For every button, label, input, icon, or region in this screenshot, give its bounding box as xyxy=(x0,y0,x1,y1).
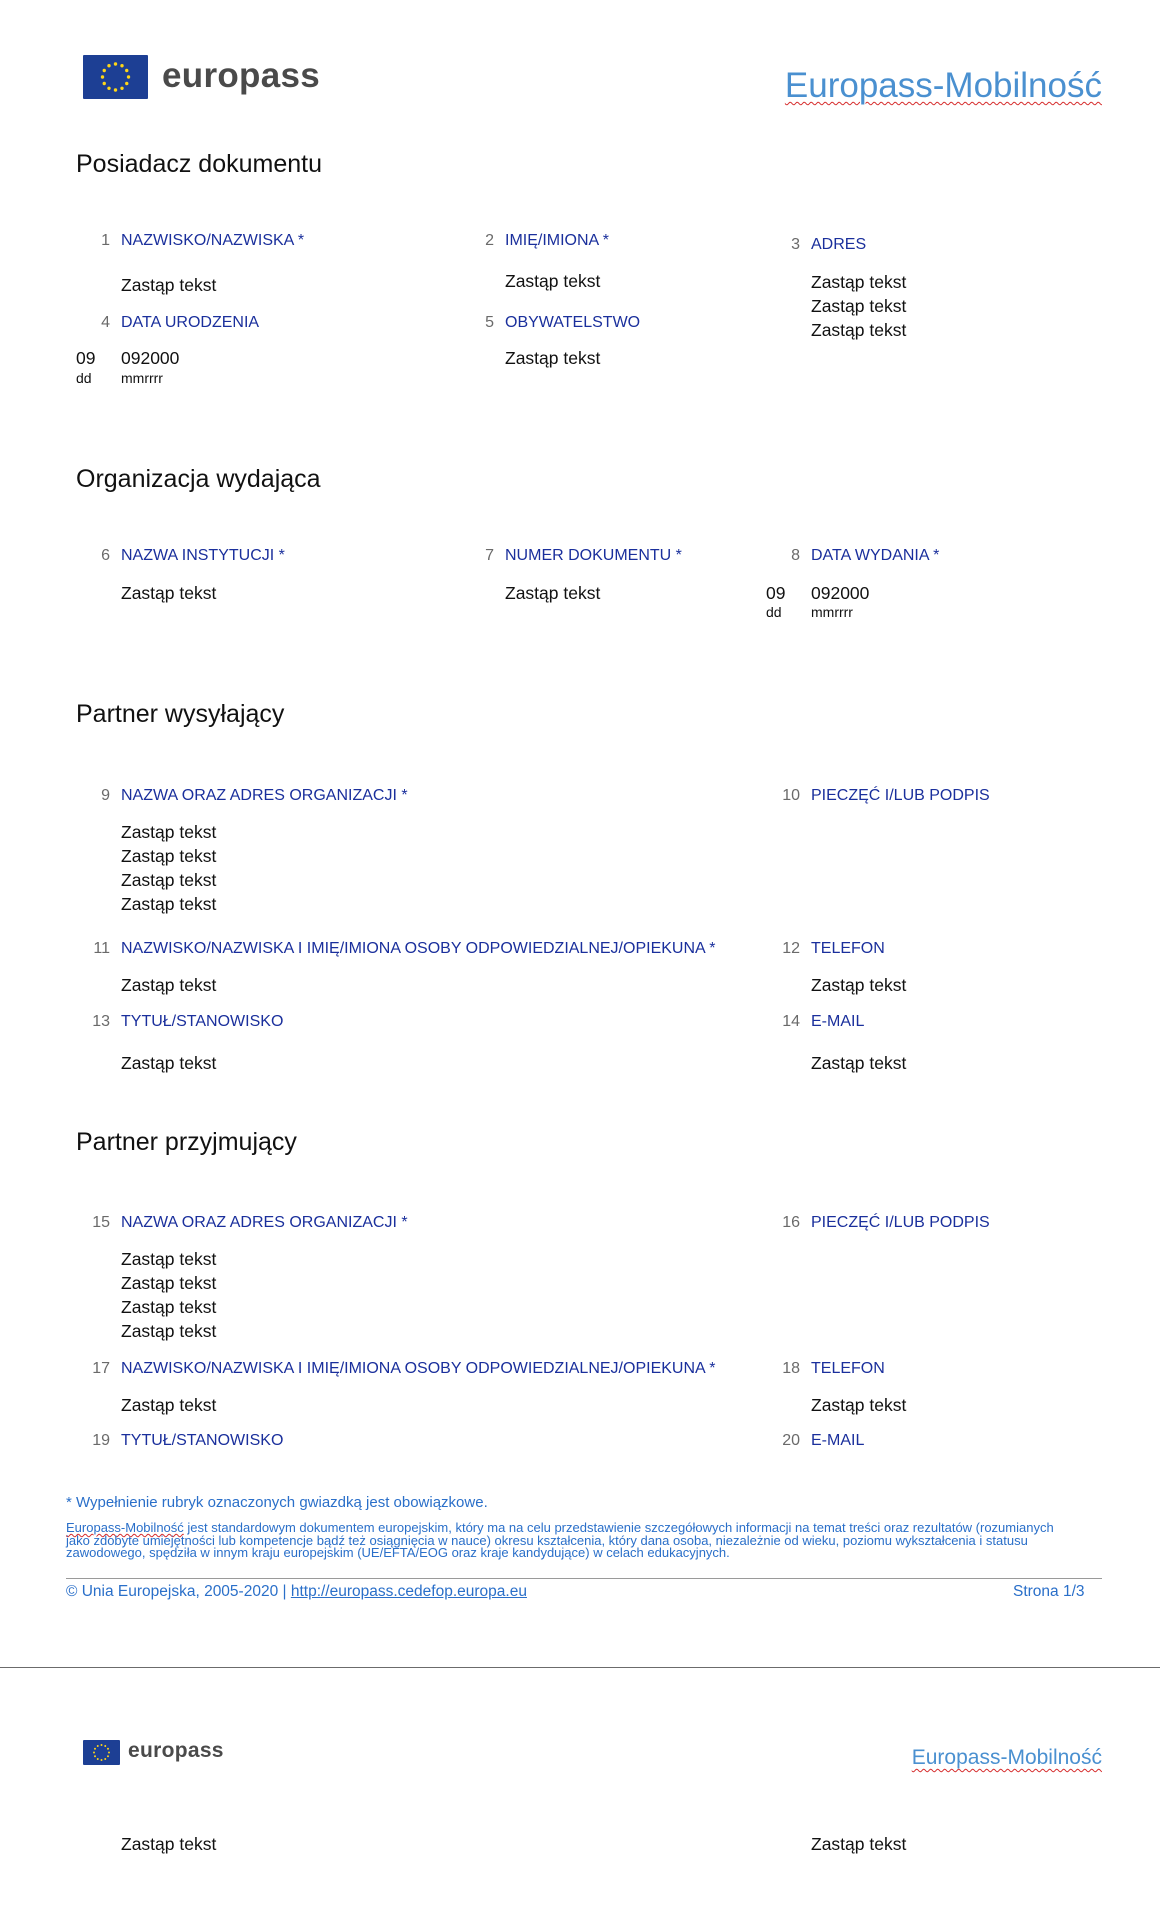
birth-date-day[interactable]: 09 xyxy=(76,348,96,368)
section-heading-issuer: Organizacja wydająca xyxy=(76,465,321,493)
field-label-stamp-signature: PIECZĘĆ I/LUB PODPIS xyxy=(811,787,990,804)
issue-date-day[interactable]: 09 xyxy=(766,583,786,603)
field-label-institution-name: NAZWA INSTYTUCJI * xyxy=(121,547,285,564)
field-value-first-name[interactable]: Zastąp tekst xyxy=(505,271,601,291)
field-value-responsible-person[interactable]: Zastąp tekst xyxy=(121,1395,217,1415)
field-number: 20 xyxy=(782,1432,800,1449)
field-number: 14 xyxy=(782,1013,800,1030)
description-text: jest standardowym dokumentem europejskim, który ma na celu przedstawienie szczegółowych informacji na temat treści oraz rezultatów (rozumianych jako zdobyte umiejętności lub kompetencje bądź też osiągnięcia w nauce) okresu kształcenia, który dana osoba, niezależnie od wieku, poziomu wykształcenia i statusu zawodowego, spędziła w innym kraju europejskim (UE/EFTA/EOG oraz kraje kandydujące) w celach edukacyjnych. xyxy=(66,1520,1054,1560)
eu-star xyxy=(94,1748,96,1750)
field-value-email[interactable]: Zastąp tekst xyxy=(811,1053,907,1073)
field-number: 2 xyxy=(485,232,494,249)
field-label-first-name: IMIĘ/IMIONA * xyxy=(505,232,610,249)
field-number: 6 xyxy=(101,547,110,564)
eu-star xyxy=(107,1755,109,1757)
field-number: 10 xyxy=(782,787,800,804)
field-label-nationality: OBYWATELSTWO xyxy=(505,314,641,331)
eu-flag-icon xyxy=(83,1740,120,1765)
field-number: 15 xyxy=(92,1214,110,1231)
eu-star xyxy=(103,82,106,85)
field-number: 13 xyxy=(92,1013,110,1030)
issue-date-month-year-format: mmrrrr xyxy=(811,604,853,620)
field-number: 18 xyxy=(782,1360,800,1377)
field-number: 11 xyxy=(93,940,110,957)
field-label-org-name-address: NAZWA ORAZ ADRES ORGANIZACJI * xyxy=(121,787,408,804)
field-value-address-line[interactable]: Zastąp tekst xyxy=(811,296,907,316)
eu-star xyxy=(101,1744,103,1746)
field-value-org-line[interactable]: Zastąp tekst xyxy=(121,1321,217,1341)
europass-logo-text: europass xyxy=(162,56,321,95)
europass-logo-text: europass xyxy=(128,1739,224,1762)
field-label-phone: TELEFON xyxy=(811,1360,885,1377)
field-value-org-line[interactable]: Zastąp tekst xyxy=(121,822,217,842)
birth-date-month-year[interactable]: 092000 xyxy=(121,348,180,368)
field-value-document-number[interactable]: Zastąp tekst xyxy=(505,583,601,603)
field-value-org-line[interactable]: Zastąp tekst xyxy=(121,894,217,914)
field-number: 3 xyxy=(791,236,800,253)
eu-star xyxy=(97,1745,99,1747)
field-label-job-title: TYTUŁ/STANOWISKO xyxy=(121,1013,284,1030)
eu-star xyxy=(120,87,123,90)
europass-link[interactable]: http://europass.cedefop.europa.eu xyxy=(290,1583,527,1600)
eu-star xyxy=(108,1752,110,1754)
section-heading-receiving-partner: Partner przyjmujący xyxy=(76,1128,297,1156)
eu-star xyxy=(125,82,128,85)
field-value-phone[interactable]: Zastąp tekst xyxy=(811,1395,907,1415)
field-label-document-number: NUMER DOKUMENTU * xyxy=(505,547,682,564)
field-number: 8 xyxy=(791,547,800,564)
eu-star xyxy=(114,62,117,65)
eu-star xyxy=(93,1752,95,1754)
field-value-nationality[interactable]: Zastąp tekst xyxy=(505,348,601,368)
issue-date-month-year[interactable]: 092000 xyxy=(811,583,870,603)
field-number: 9 xyxy=(101,787,110,804)
eu-star xyxy=(97,1758,99,1760)
field-value-phone[interactable]: Zastąp tekst xyxy=(811,975,907,995)
section-heading-sending-partner: Partner wysyłający xyxy=(76,700,285,728)
field-label-email: E-MAIL xyxy=(811,1432,865,1449)
eu-star xyxy=(104,1745,106,1747)
field-label-surname: NAZWISKO/NAZWISKA * xyxy=(121,232,305,249)
page-separator xyxy=(0,1667,1160,1668)
eu-star xyxy=(114,88,117,91)
field-value-surname[interactable]: Zastąp tekst xyxy=(121,275,217,295)
document-title: Europass-Mobilność xyxy=(784,66,1102,105)
field-label-address: ADRES xyxy=(811,236,867,253)
field-value-org-line[interactable]: Zastąp tekst xyxy=(121,1297,217,1317)
field-number: 7 xyxy=(485,547,494,564)
section-heading-holder: Posiadacz dokumentu xyxy=(76,150,322,178)
eu-star xyxy=(101,75,104,78)
field-value-job-title[interactable]: Zastąp tekst xyxy=(121,1053,217,1073)
field-value-org-line[interactable]: Zastąp tekst xyxy=(121,870,217,890)
field-number: 16 xyxy=(782,1214,800,1231)
field-value-address-line[interactable]: Zastąp tekst xyxy=(811,320,907,340)
field-label-email: E-MAIL xyxy=(811,1013,865,1030)
eu-star xyxy=(127,75,130,78)
eu-star xyxy=(125,69,128,72)
eu-star xyxy=(107,87,110,90)
field-label-org-name-address: NAZWA ORAZ ADRES ORGANIZACJI * xyxy=(121,1214,408,1231)
field-label-birth-date: DATA URODZENIA xyxy=(121,314,260,331)
field-number: 4 xyxy=(101,314,110,331)
field-label-job-title: TYTUŁ/STANOWISKO xyxy=(121,1432,284,1449)
europass-description xyxy=(66,1522,1066,1560)
eu-flag-icon xyxy=(83,55,148,99)
field-label-responsible-person: NAZWISKO/NAZWISKA I IMIĘ/IMIONA OSOBY ODPOWIEDZIALNEJ/OPIEKUNA * xyxy=(121,1360,716,1377)
birth-date-month-year-format: mmrrrr xyxy=(121,370,163,386)
field-value-org-line[interactable]: Zastąp tekst xyxy=(121,1249,217,1269)
document-title: Europass-Mobilność xyxy=(911,1746,1102,1769)
eu-star xyxy=(94,1755,96,1757)
eu-star xyxy=(104,1758,106,1760)
field-value-continued[interactable]: Zastąp tekst xyxy=(811,1834,907,1854)
required-fields-note: * Wypełnienie rubryk oznaczonych gwiazdką jest obowiązkowe. xyxy=(66,1494,488,1511)
field-number: 17 xyxy=(92,1360,110,1377)
issue-date-day-format: dd xyxy=(766,604,782,620)
field-number: 12 xyxy=(782,940,800,957)
eu-star xyxy=(107,64,110,67)
field-value-org-line[interactable]: Zastąp tekst xyxy=(121,1273,217,1293)
description-term: Europass-Mobilność xyxy=(66,1520,184,1535)
birth-date-day-format: dd xyxy=(76,370,92,386)
field-number: 19 xyxy=(92,1432,110,1449)
field-value-institution-name[interactable]: Zastąp tekst xyxy=(121,583,217,603)
eu-star xyxy=(103,69,106,72)
field-label-issue-date: DATA WYDANIA * xyxy=(811,547,940,564)
field-label-phone: TELEFON xyxy=(811,940,885,957)
footer-divider xyxy=(66,1578,1102,1579)
field-label-responsible-person: NAZWISKO/NAZWISKA I IMIĘ/IMIONA OSOBY ODPOWIEDZIALNEJ/OPIEKUNA * xyxy=(121,940,716,957)
field-number: 1 xyxy=(101,232,110,249)
field-value-org-line[interactable]: Zastąp tekst xyxy=(121,846,217,866)
field-value-continued[interactable]: Zastąp tekst xyxy=(121,1834,217,1854)
page-number: Strona 1/3 xyxy=(1013,1583,1085,1600)
eu-star xyxy=(120,64,123,67)
eu-star xyxy=(101,1759,103,1761)
field-value-responsible-person[interactable]: Zastąp tekst xyxy=(121,975,217,995)
field-label-stamp-signature: PIECZĘĆ I/LUB PODPIS xyxy=(811,1214,990,1231)
eu-star xyxy=(107,1748,109,1750)
field-value-address-line[interactable]: Zastąp tekst xyxy=(811,272,907,292)
field-number: 5 xyxy=(485,314,494,331)
footer-copyright: © Unia Europejska, 2005-2020 | http://europass.cedefop.europa.eu xyxy=(66,1583,527,1600)
